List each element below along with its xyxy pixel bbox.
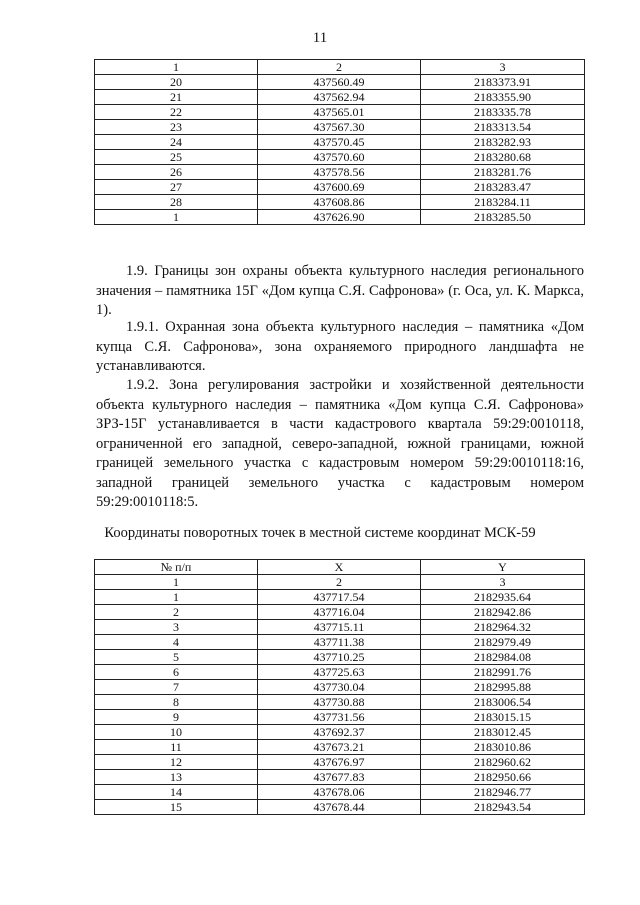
point-number-cell: 23 [95,120,258,135]
y-coordinate-cell: 2183015.15 [421,710,585,725]
x-coordinate-cell: 437570.60 [258,150,421,165]
y-coordinate-cell: 2182960.62 [421,755,585,770]
table-row [95,800,585,815]
point-number-cell: 12 [95,755,258,770]
x-coordinate-cell: 437600.69 [258,180,421,195]
table-row [95,165,585,180]
y-coordinate-cell: 2183355.90 [421,90,585,105]
x-coordinate-cell: 437676.97 [258,755,421,770]
table-row [95,210,585,225]
column-number-header: 2 [258,60,421,75]
x-coordinate-cell: 437730.04 [258,680,421,695]
column-number-header: 3 [421,575,585,590]
point-number-cell: 1 [95,210,258,225]
point-number-cell: 15 [95,800,258,815]
table-row [95,620,585,635]
y-coordinate-cell: 2182964.32 [421,620,585,635]
point-number-cell: 27 [95,180,258,195]
x-coordinate-cell: 437570.45 [258,135,421,150]
x-coordinate-cell: 437710.25 [258,650,421,665]
point-number-cell: 13 [95,770,258,785]
table-header-row [95,60,585,75]
y-coordinate-cell: 2182946.77 [421,785,585,800]
table-row [95,590,585,605]
x-coordinate-cell: 437717.54 [258,590,421,605]
point-number-cell: 24 [95,135,258,150]
x-coordinate-cell: 437567.30 [258,120,421,135]
table-row [95,105,585,120]
table-row [95,605,585,620]
table-row [95,725,585,740]
point-number-cell: 5 [95,650,258,665]
x-coordinate-cell: 437730.88 [258,695,421,710]
section-1-9-1-paragraph: 1.9.1. Охранная зона объекта культурного наследия – памятника «Дом купца С.Я. Сафронова», зона охраняемого природного ландшафта не устанавливаются. [96,319,584,374]
y-coordinate-cell: 2182942.86 [421,605,585,620]
point-number-cell: 22 [95,105,258,120]
y-coordinate-cell: 2183282.93 [421,135,585,150]
x-coordinate-cell: 437673.21 [258,740,421,755]
x-coordinate-cell: 437565.01 [258,105,421,120]
y-coordinate-cell: 2183313.54 [421,120,585,135]
table-row [95,135,585,150]
x-coordinate-cell: 437608.86 [258,195,421,210]
table-row [95,635,585,650]
y-coordinate-cell: 2182991.76 [421,665,585,680]
table-row [95,120,585,135]
y-coordinate-cell: 2183283.47 [421,180,585,195]
y-coordinate-header: Y [421,560,585,575]
y-coordinate-cell: 2182950.66 [421,770,585,785]
coordinates-table [94,559,585,815]
table-row [95,680,585,695]
x-coordinate-cell: 437560.49 [258,75,421,90]
table-row [95,665,585,680]
point-number-cell: 21 [95,90,258,105]
x-coordinate-cell: 437725.63 [258,665,421,680]
x-coordinate-cell: 437578.56 [258,165,421,180]
x-coordinate-cell: 437692.37 [258,725,421,740]
table-row [95,195,585,210]
x-coordinate-header: X [258,560,421,575]
y-coordinate-cell: 2183373.91 [421,75,585,90]
x-coordinate-cell: 437711.38 [258,635,421,650]
point-number-cell: 6 [95,665,258,680]
section-1-9-paragraph: 1.9. Границы зон охраны объекта культурного наследия регионального значения – памятника 15Г «Дом купца С.Я. Сафронова» (г. Оса, ул. К. Маркса, 1). [96,263,584,318]
table-header-row [95,560,585,575]
column-number-header: 3 [421,60,585,75]
table-subheader-row [95,575,585,590]
point-number-cell: 14 [95,785,258,800]
table-row [95,150,585,165]
y-coordinate-cell: 2183285.50 [421,210,585,225]
x-coordinate-cell: 437678.44 [258,800,421,815]
table-caption: Координаты поворотных точек в местной системе координат МСК-59 [104,525,536,541]
y-coordinate-cell: 2182943.54 [421,800,585,815]
table-row [95,710,585,725]
y-coordinate-cell: 2183280.68 [421,150,585,165]
point-number-cell: 25 [95,150,258,165]
y-coordinate-cell: 2182984.08 [421,650,585,665]
point-number-header: № п/п [95,560,258,575]
table-row [95,770,585,785]
x-coordinate-cell: 437562.94 [258,90,421,105]
x-coordinate-cell: 437678.06 [258,785,421,800]
point-number-cell: 7 [95,680,258,695]
point-number-cell: 2 [95,605,258,620]
table-row [95,695,585,710]
y-coordinate-cell: 2183335.78 [421,105,585,120]
point-number-cell: 20 [95,75,258,90]
y-coordinate-cell: 2183281.76 [421,165,585,180]
point-number-cell: 10 [95,725,258,740]
table-row [95,90,585,105]
section-1-9-2-paragraph: 1.9.2. Зона регулирования застройки и хозяйственной деятельности объекта культурного наследия – памятника «Дом купца С.Я. Сафронова» ЗРЗ-15Г устанавливается в части кадастрового квартала 59:29:0010118, ограниченной его западной, северо-западной, южной границами, южной границей земельного участка с кадастровым номером 59:29:0010118:16, западной границей земельного участка с кадастровым номером 59:29:0010118:5. [96,377,584,510]
x-coordinate-cell: 437677.83 [258,770,421,785]
x-coordinate-cell: 437716.04 [258,605,421,620]
y-coordinate-cell: 2183006.54 [421,695,585,710]
column-number-header: 1 [95,60,258,75]
y-coordinate-cell: 2182979.49 [421,635,585,650]
point-number-cell: 28 [95,195,258,210]
y-coordinate-cell: 2183012.45 [421,725,585,740]
point-number-cell: 8 [95,695,258,710]
column-number-header: 2 [258,575,421,590]
table-row [95,650,585,665]
point-number-cell: 4 [95,635,258,650]
table-row [95,740,585,755]
table-row [95,785,585,800]
point-number-cell: 11 [95,740,258,755]
table-row [95,755,585,770]
point-number-cell: 9 [95,710,258,725]
page-number: 11 [312,30,328,46]
point-number-cell: 26 [95,165,258,180]
x-coordinate-cell: 437626.90 [258,210,421,225]
x-coordinate-cell: 437715.11 [258,620,421,635]
table-row [95,75,585,90]
y-coordinate-cell: 2183010.86 [421,740,585,755]
x-coordinate-cell: 437731.56 [258,710,421,725]
y-coordinate-cell: 2182995.88 [421,680,585,695]
point-number-cell: 3 [95,620,258,635]
y-coordinate-cell: 2182935.64 [421,590,585,605]
table-row [95,180,585,195]
point-number-cell: 1 [95,590,258,605]
coordinates-table-continued [94,59,585,225]
column-number-header: 1 [95,575,258,590]
y-coordinate-cell: 2183284.11 [421,195,585,210]
